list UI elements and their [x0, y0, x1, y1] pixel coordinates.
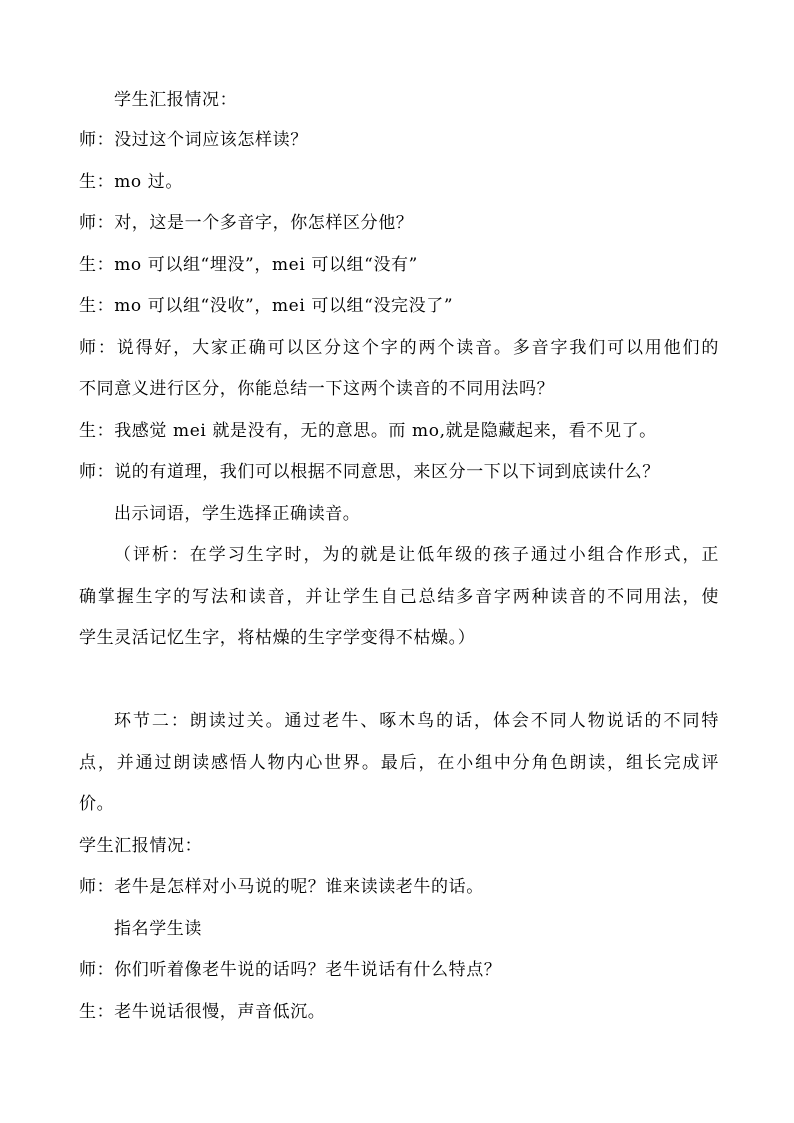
text-line: （评析：在学习生字时，为的就是让低年级的孩子通过小组合作形式，正 — [114, 545, 719, 565]
text-line: 学生灵活记忆生字，将枯燥的生字学变得不枯燥。） — [79, 628, 476, 648]
text-line: 生：mo 过。 — [79, 172, 183, 192]
text-line: 师：对，这是一个多音字，你怎样区分他？ — [79, 213, 414, 233]
text-line: 确掌握生字的写法和读音，并让学生自己总结多音字两种读音的不同用法，使 — [79, 587, 719, 607]
text-line: 环节二：朗读过关。通过老牛、啄木鸟的话，体会不同人物说话的不同特 — [114, 711, 719, 731]
text-line: 师：没过这个词应该怎样读？ — [79, 130, 308, 150]
text-line: 生：老牛说话很慢，声音低沉。 — [79, 1002, 326, 1022]
text-line: 点，并通过朗读感悟人物内心世界。最后，在小组中分角色朗读，组长完成评 — [79, 753, 719, 773]
text-line: 出示词语，学生选择正确读音。 — [114, 504, 361, 524]
text-line: 师：老牛是怎样对小马说的呢？谁来读读老牛的话。 — [79, 877, 484, 897]
text-line: 师：你们听着像老牛说的话吗？老牛说话有什么特点？ — [79, 960, 502, 980]
text-line: 生：我感觉 mei 就是没有，无的意思。而 mo,就是隐藏起来，看不见了。 — [79, 421, 657, 441]
text-line: 学生汇报情况： — [114, 90, 238, 110]
text-line: 生：mo 可以组“没收”，mei 可以组“没完没了” — [79, 296, 454, 316]
text-line: 价。 — [79, 794, 115, 814]
text-line: 学生汇报情况： — [79, 836, 203, 856]
text-line: 师：说得好，大家正确可以区分这个字的两个读音。多音字我们可以用他们的 — [79, 338, 719, 358]
text-line: 不同意义进行区分，你能总结一下这两个读音的不同用法吗？ — [79, 379, 555, 399]
text-line: 师：说的有道理，我们可以根据不同意思，来区分一下以下词到底读什么？ — [79, 462, 660, 482]
text-line: 指名学生读 — [114, 919, 202, 939]
text-line: 生：mo 可以组“埋没”，mei 可以组“没有” — [79, 255, 418, 275]
